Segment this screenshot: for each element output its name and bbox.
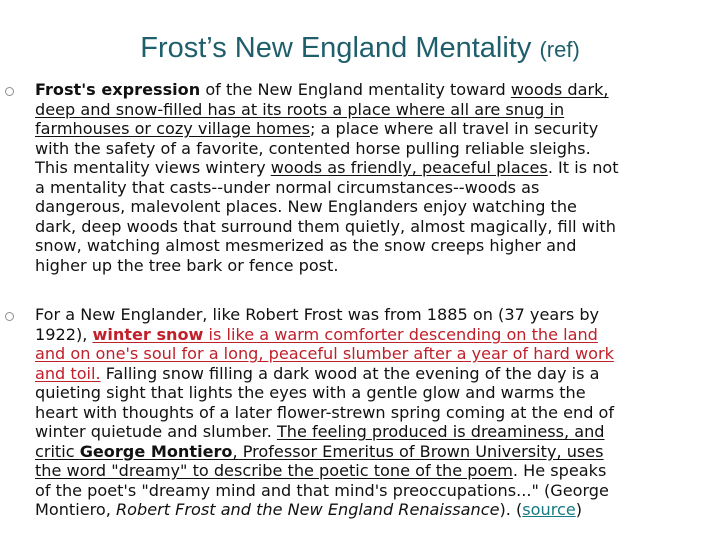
underlined-phrase: The feeling produced is dreaminess, and critic xyxy=(35,422,605,461)
book-title: Robert Frost and the New England Renaissance xyxy=(115,500,500,519)
bullet-text-1 xyxy=(35,80,705,275)
text-run: ; a place where all travel in security with the safety of a favorite, contented horse pulling reliable sleighs. This mentality views wintery xyxy=(35,119,599,177)
title-main: Frost’s New England Mentality xyxy=(140,32,532,64)
bold-phrase: Frost's expression xyxy=(35,80,201,99)
text-run: of the New England mentality toward xyxy=(200,80,511,99)
text-run: . He speaks of the poet's "dreamy mind and that mind's preoccupations..." (George Montiero, xyxy=(35,461,609,519)
red-bold-underlined-phrase: winter snow xyxy=(92,324,204,344)
slide-title xyxy=(0,30,720,68)
text-run: For a New Englander, like Robert Frost was from 1885 on (37 years by 1922), xyxy=(35,305,600,344)
underlined-phrase: , Professor Emeritus of Brown University, uses the word "dreamy" to describe the poetic tone of the poem xyxy=(35,441,604,480)
bullet-circle-icon xyxy=(5,87,14,96)
text-run: . It is not a mentality that casts--under normal circumstances--woods as dangerous, malevolent places. New Englanders enjoy watching the dark, deep woods that surround them quietly, almost magically, fill with snow, watching almost mesmerized as the snow creeps higher and higher up the tree bark or fence post. xyxy=(35,158,619,275)
source-link[interactable]: source xyxy=(522,500,576,519)
title-ref-link[interactable]: (ref) xyxy=(539,37,580,62)
red-underlined-phrase: is like a warm comforter descending on the land and on one's soul for a long, peaceful slumber after a year of hard work and toil. xyxy=(35,324,614,383)
critic-name: George Montiero xyxy=(79,441,233,461)
underlined-phrase: woods dark, deep and snow-filled has at its roots a place where all are snug in farmhouses or cozy village homes xyxy=(35,80,609,138)
text-run: ) xyxy=(575,500,583,519)
text-run: Falling snow filling a dark wood at the evening of the day is a quieting sight that lights the eyes with a gentle glow and warms the heart with thoughts of a later flower-strewn spring coming at the end of winter quietude and slumber. xyxy=(35,363,615,441)
text-run: ). ( xyxy=(499,500,523,519)
bullet-circle-icon xyxy=(5,312,14,321)
underlined-phrase: woods as friendly, peaceful places xyxy=(270,158,548,177)
bullet-text-2 xyxy=(35,305,705,520)
